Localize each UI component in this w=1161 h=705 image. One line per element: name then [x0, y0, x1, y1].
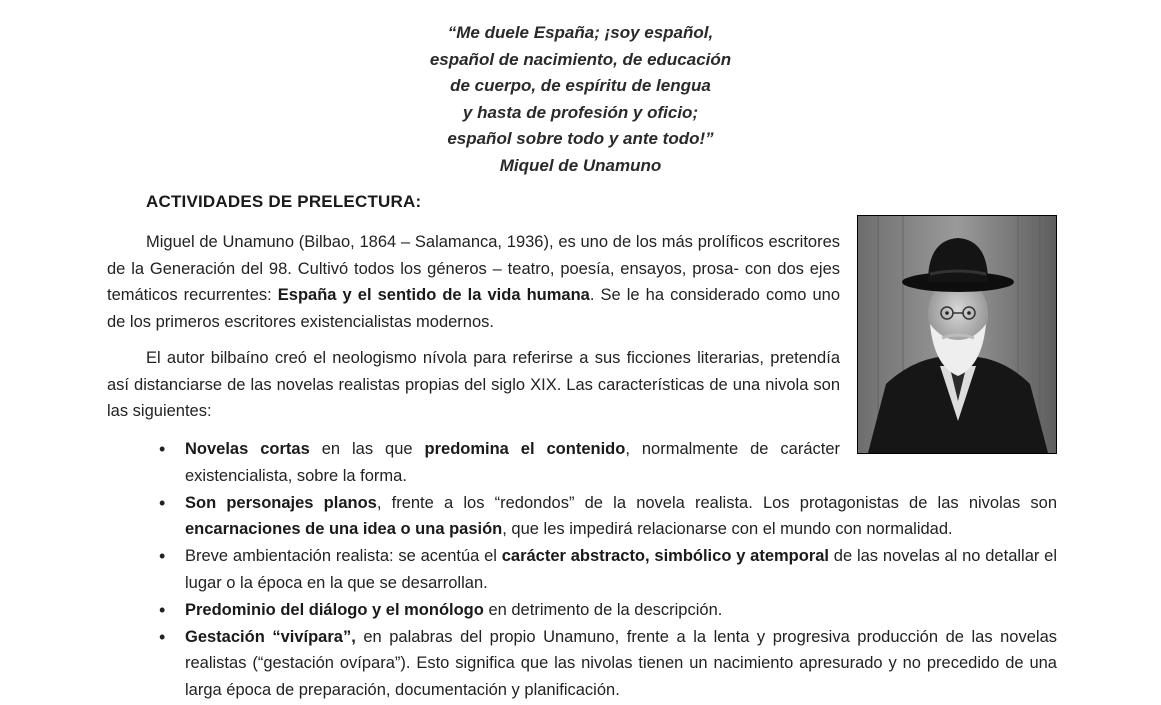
paragraph-text: El autor bilbaíno creó el neologismo nívola para referirse a sus ficciones literarias, pretendía así distanciarse de las novelas realistas propias del siglo XIX. Las características de una nivola son las siguientes: — [107, 349, 840, 420]
list-item — [107, 597, 1057, 624]
quote-line: “Me duele España; ¡soy español, — [447, 23, 714, 42]
list-item-bold: carácter abstracto, simbólico y atemporal — [501, 547, 830, 566]
list-item-text: , que les impedirá relacionarse con el mundo con normalidad. — [502, 520, 953, 539]
list-item-text: Breve ambientación realista: se acentúa el — [185, 547, 502, 566]
bullet-icon: • — [159, 626, 166, 647]
list-item — [107, 543, 1057, 597]
paragraph-nivola — [107, 345, 840, 425]
section-heading: ACTIVIDADES DE PRELECTURA: — [146, 192, 422, 211]
quote-line: español de nacimiento, de educación — [429, 49, 732, 69]
list-item-text: , frente a los “redondos” de la novela realista. Los protagonistas de las nivolas son — [376, 493, 1057, 512]
bullet-icon: • — [159, 439, 166, 459]
list-item — [107, 490, 1057, 544]
epigraph-quote — [0, 20, 1161, 179]
list-item-text: en palabras del propio Unamuno, frente a la lenta y progresiva producción de las novelas realistas (“gestación ovípara”). Esto significa que las nivolas tienen un nacimiento apresurado y no precedido de una larga época de preparación, documentación y planificación. — [185, 627, 1057, 700]
list-item-bold: Gestación “vivípara”, — [185, 627, 356, 646]
bullet-icon: • — [159, 546, 166, 567]
list-item-text: , normalmente de carácter existencialista, sobre la forma. — [185, 440, 841, 485]
list-item-text: en las que — [309, 440, 425, 458]
paragraph-bold: España y el sentido de la vida humana — [277, 286, 590, 304]
quote-line: y hasta de profesión y oficio; — [462, 102, 699, 122]
list-item — [107, 436, 840, 490]
list-item-text: en detrimento de la descripción. — [483, 600, 723, 619]
quote-author: Miquel de Unamuno — [499, 155, 662, 175]
list-item-bold: Son personajes planos — [185, 493, 377, 512]
list-item-text: de las novelas al no detallar el lugar o la época en la que se desarrollan. — [185, 547, 1057, 592]
bullet-icon: • — [159, 599, 166, 620]
list-item-bold: predomina el contenido — [424, 440, 626, 458]
quote-line: de cuerpo, de espíritu de lengua — [450, 76, 711, 95]
list-item — [107, 624, 1057, 704]
list-item-bold: Novelas cortas — [185, 440, 310, 458]
author-portrait — [857, 215, 1057, 454]
quote-line: español sobre todo y ante todo!” — [447, 129, 714, 148]
bullet-icon: • — [159, 492, 166, 513]
characteristics-list — [107, 436, 1057, 704]
list-item-bold: Predominio del diálogo y el monólogo — [185, 600, 484, 619]
paragraph-text: Miguel de Unamuno (Bilbao, 1864 – Salamanca, 1936), es uno de los más prolíficos escritores de la Generación del 98. Cultivó todos los géneros – teatro, poesía, ensayos, prosa- con dos ejes temáticos recurrentes: — [107, 233, 840, 304]
paragraph-intro — [107, 229, 840, 335]
list-item-bold: encarnaciones de una idea o una pasión — [185, 520, 503, 539]
paragraph-text: . Se le ha considerado como uno de los primeros escritores existencialistas modernos. — [107, 286, 840, 331]
